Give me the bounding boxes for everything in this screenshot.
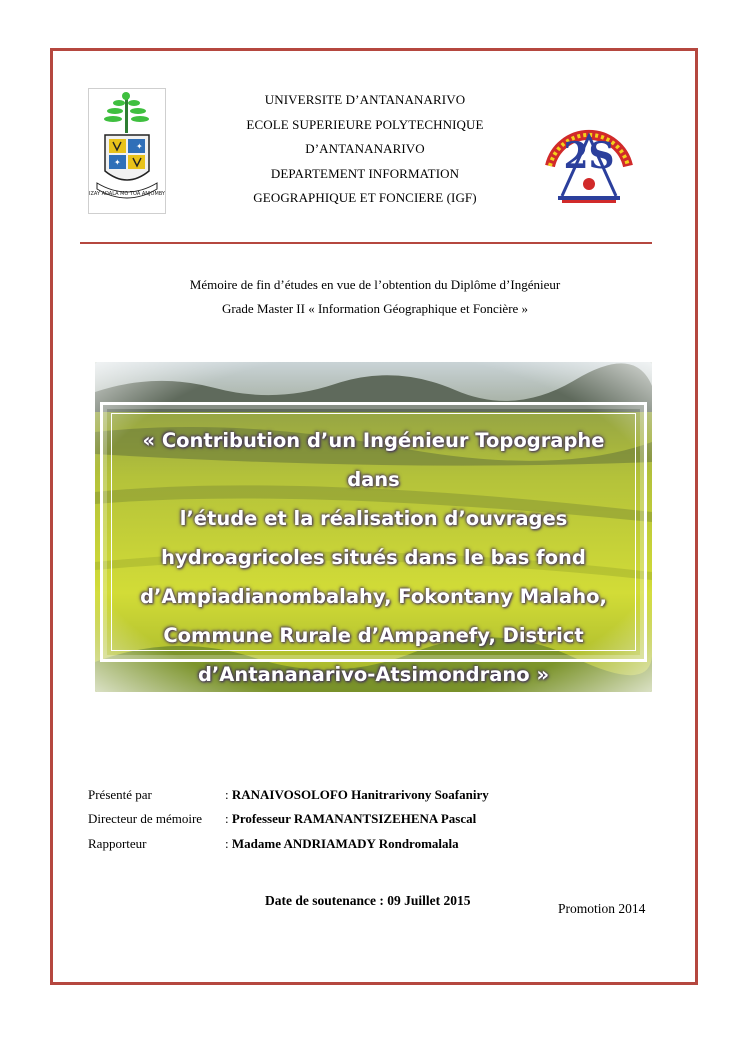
director-label: Directeur de mémoire — [88, 811, 203, 826]
svg-text:✦: ✦ — [114, 158, 121, 167]
rapporteur-label: Rapporteur — [88, 836, 147, 851]
institution-header — [200, 88, 530, 211]
university-logo — [88, 88, 166, 214]
director-name: Professeur RAMANANTSIZEHENA Pascal — [231, 811, 477, 826]
presenter-row — [88, 783, 489, 807]
title-line-2: l’étude et la réalisation d’ouvrages — [179, 507, 568, 530]
rapporteur-row — [88, 832, 459, 856]
director-row — [88, 807, 476, 831]
header-divider — [80, 242, 652, 244]
director-sep: : — [225, 811, 232, 826]
promotion-year: Promotion 2014 — [558, 901, 646, 916]
crest-motto: IZAY ADALA MO TOA ANJOMBY — [89, 191, 165, 197]
svg-text:2S: 2S — [563, 135, 615, 177]
title-line-5: Commune Rurale d’Ampanefy, District — [163, 624, 584, 647]
title-line-4: d’Ampiadianombalahy, Fokontany Malaho, — [140, 585, 607, 608]
thesis-title — [117, 421, 630, 694]
title-line-6: d’Antananarivo-Atsimondrano » — [197, 663, 550, 686]
polytechnic-logo — [540, 96, 638, 212]
thesis-title-box — [100, 402, 647, 686]
rapporteur-sep: : — [225, 836, 232, 851]
rapporteur-name: Madame ANDRIAMADY Rondromalala — [231, 836, 459, 851]
header-line-4: DEPARTEMENT INFORMATION — [270, 165, 460, 181]
header-line-2: ECOLE SUPERIEURE POLYTECHNIQUE — [246, 116, 484, 132]
defense-date: Date de soutenance : 09 Juillet 2015 — [265, 893, 471, 908]
memoire-line-2: Grade Master II « Information Géographique et Foncière » — [221, 301, 529, 316]
title-line-1: « Contribution d’un Ingénieur Topographe dans — [142, 429, 605, 491]
title-line-3: hydroagricoles situés dans le bas fond — [161, 546, 586, 569]
header-line-3: D’ANTANANARIVO — [305, 141, 425, 157]
svg-text:✦: ✦ — [136, 142, 143, 151]
presenter-name: RANAIVOSOLOFO Hanitrarivony Soafaniry — [231, 787, 489, 802]
memoire-description — [90, 273, 660, 321]
header-line-1: UNIVERSITE D’ANTANANARIVO — [264, 92, 466, 107]
header-line-5: GEOGRAPHIQUE ET FONCIERE (IGF) — [253, 190, 477, 206]
presenter-label: Présenté par — [88, 787, 152, 802]
presenter-sep: : — [225, 787, 232, 802]
memoire-line-1: Mémoire de fin d’études en vue de l’obtention du Diplôme d’Ingénieur — [189, 277, 561, 292]
